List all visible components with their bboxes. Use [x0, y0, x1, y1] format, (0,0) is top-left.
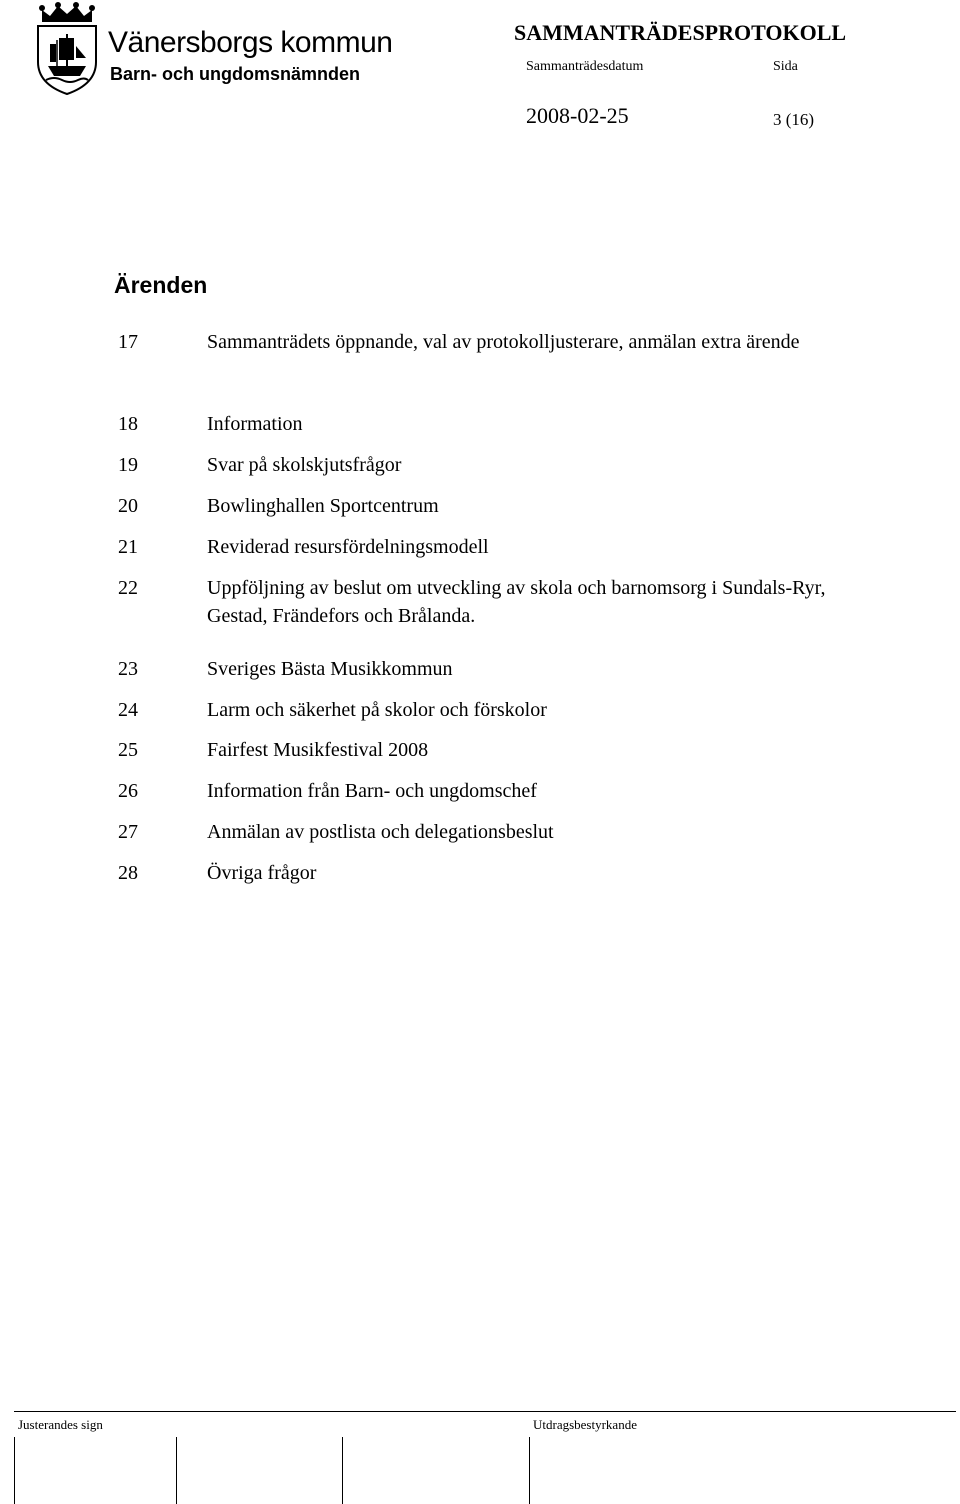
adjuster-signature-label: Justerandes sign — [18, 1417, 103, 1432]
agenda-item-text: Information — [207, 413, 303, 435]
page-label: Sida — [773, 59, 798, 74]
section-heading: Ärenden — [114, 272, 208, 298]
agenda-item-number: 25 — [118, 739, 138, 761]
agenda-item-number: 28 — [118, 862, 138, 884]
agenda-item-number: 24 — [118, 699, 138, 721]
agenda-item-text: Svar på skolskjutsfrågor — [207, 454, 402, 476]
agenda-item-number: 19 — [118, 454, 138, 476]
agenda-item-text: Larm och säkerhet på skolor och förskolor — [207, 699, 547, 721]
meeting-date: 2008-02-25 — [526, 103, 629, 128]
agenda-item-number: 20 — [118, 495, 138, 517]
agenda-item-text: Övriga frågor — [207, 862, 317, 884]
agenda-item-text: Sveriges Bästa Musikkommun — [207, 658, 453, 680]
agenda-item-number: 23 — [118, 658, 138, 680]
page-number: 3 (16) — [773, 110, 815, 129]
agenda-item-text: Sammanträdets öppnande, val av protokolljusterare, anmälan extra ärende — [207, 331, 800, 353]
agenda-item-text: Bowlinghallen Sportcentrum — [207, 495, 439, 517]
agenda-item-text: Reviderad resursfördelningsmodell — [207, 536, 489, 558]
agenda-item-number: 27 — [118, 821, 138, 843]
agenda-item-number: 18 — [118, 413, 138, 435]
signature-box-divider — [342, 1437, 343, 1504]
footer-divider — [14, 1411, 956, 1412]
organization-name: Vänersborgs kommun — [108, 26, 393, 59]
agenda-item-number: 22 — [118, 577, 138, 599]
agenda-item-text: Uppföljning av beslut om utveckling av skola och barnomsorg i Sundals-Ryr, Gestad, Frändefors och Brålanda. — [207, 577, 826, 627]
agenda-item-number: 26 — [118, 780, 138, 802]
agenda-item-text: Anmälan av postlista och delegationsbeslut — [207, 821, 554, 843]
meeting-date-label: Sammanträdesdatum — [526, 59, 644, 74]
agenda-item-number: 17 — [118, 331, 138, 353]
agenda-item-number: 21 — [118, 536, 138, 558]
signature-box-divider — [529, 1437, 530, 1504]
signature-box-divider — [14, 1437, 15, 1504]
agenda-item-text: Fairfest Musikfestival 2008 — [207, 739, 429, 761]
signature-box-divider — [176, 1437, 177, 1504]
document-title: SAMMANTRÄDESPROTOKOLL — [514, 20, 847, 45]
municipal-crest-icon — [34, 2, 100, 96]
extract-certification-label: Utdragsbestyrkande — [533, 1417, 637, 1432]
department-name: Barn- och ungdomsnämnden — [110, 64, 361, 84]
agenda-item-text: Information från Barn- och ungdomschef — [207, 780, 537, 802]
